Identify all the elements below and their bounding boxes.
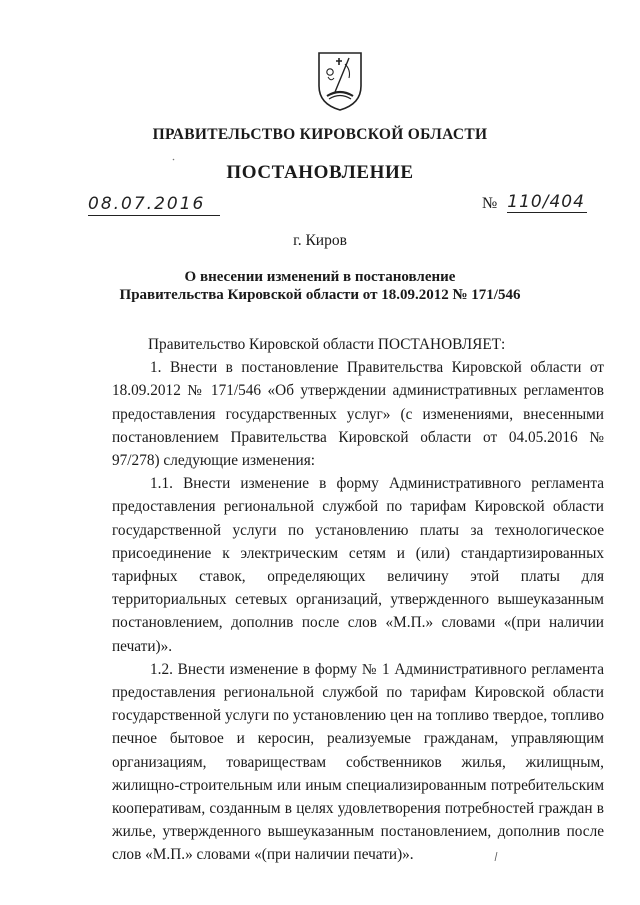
city-label: г. Киров	[293, 232, 347, 249]
number-sign: №	[482, 195, 498, 212]
document-subject	[0, 268, 640, 304]
scan-speck	[494, 852, 498, 861]
body-intro: Правительство Кировской области ПОСТАНОВЛЯЕТ:	[148, 336, 506, 353]
document-type-title: ПОСТАНОВЛЕНИЕ	[226, 162, 414, 183]
document-body	[112, 333, 604, 867]
subject-line-1: О внесении изменений в постановление	[184, 269, 456, 285]
document-date: 08.07.2016	[88, 194, 220, 216]
organization-title: ПРАВИТЕЛЬСТВО КИРОВСКОЙ ОБЛАСТИ	[152, 126, 488, 143]
kirov-region-coat-of-arms-icon	[315, 50, 365, 112]
body-paragraph-1-1: 1.1. Внести изменение в форму Административного регламента предоставления региональной службой по тарифам Кировской области государственной услуги по установлению платы за технологическое присоединение к электрическим сетям и (или) стандартизированных тарифных ставок, определяющих величину этой платы для территориальных сетевых организаций, утвержденного вышеуказанным постановлением, дополнив после слов «М.П.» словами «(при наличии печати)».	[112, 475, 604, 655]
body-paragraph-1: 1. Внести в постановление Правительства Кировской области от 18.09.2012 № 171/546 «Об утверждении административных регламентов предоставления государственных услуг» (с изменениями, внесенными постановлением Правительства Кировской области от 04.05.2016 № 97/278) следующие изменения:	[112, 359, 604, 470]
number-value: 110/404	[507, 192, 587, 213]
subject-line-2: Правительства Кировской области от 18.09.2012 № 171/546	[119, 287, 521, 303]
scan-dot	[172, 158, 175, 161]
body-paragraph-1-2: 1.2. Внести изменение в форму № 1 Административного регламента предоставления региональной службой по тарифам Кировской области государственной услуги по установлению цен на топливо твердое, топливо печное бытовое и керосин, реализуемые гражданам, управляющим организациям, товариществам собственников жилья, жилищным, жилищно-строительным или иным специализированным потребительским кооперативам, созданным в целях удовлетворения потребностей граждан в жилье, утвержденного вышеуказанным постановлением, дополнив после слов «М.П.» словами «(при наличии печати)».	[112, 660, 604, 864]
document-number	[482, 192, 587, 216]
